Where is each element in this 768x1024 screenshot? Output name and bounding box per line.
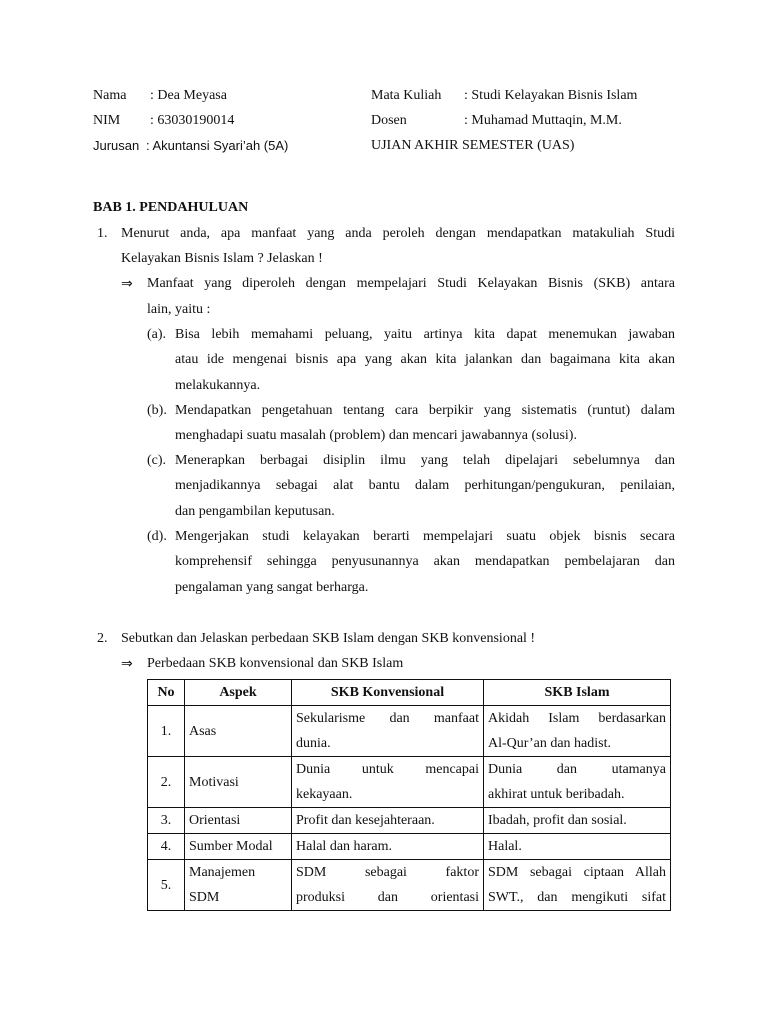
table-row — [148, 808, 671, 834]
q2-answer: Perbedaan SKB konvensional dan SKB Islam — [147, 656, 404, 671]
cell-line: Dunia dan utamanya — [488, 762, 666, 777]
q1-number: 1. — [97, 226, 108, 241]
cell-line: Al-Qur’an dan hadist. — [488, 736, 611, 751]
q2-text: Sebutkan dan Jelaskan perbedaan SKB Islam dengan SKB konvensional ! — [121, 631, 536, 646]
cell-no: 5. — [148, 860, 185, 911]
header-aspek: Aspek — [185, 680, 292, 706]
table-row — [148, 706, 671, 757]
cell-islam: Halal. — [484, 834, 671, 860]
item-d-line1: Mengerjakan studi kelayakan berarti mempelajari suatu objek bisnis secara — [175, 529, 675, 544]
item-b-line1: Mendapatkan pengetahuan tentang cara berpikir yang sistematis (runtut) dalam — [175, 403, 675, 418]
cell-no: 3. — [148, 808, 185, 834]
mata-kuliah-label: Mata Kuliah — [371, 88, 442, 103]
q1-answer-line2: lain, yaitu : — [147, 302, 211, 317]
cell-konvensional: Halal dan haram. — [292, 834, 484, 860]
item-c-line3: dan pengambilan keputusan. — [175, 504, 335, 519]
item-d-line2: komprehensif sehingga penyusunannya akan mendapatkan pembelajaran dan — [175, 554, 675, 569]
cell-no: 4. — [148, 834, 185, 860]
cell-no: 1. — [148, 706, 185, 757]
cell-no: 2. — [148, 757, 185, 808]
cell-line: kekayaan. — [296, 787, 353, 802]
table-header-row — [148, 680, 671, 706]
table-row — [148, 860, 671, 911]
cell-islam — [484, 706, 671, 757]
exam-title: UJIAN AKHIR SEMESTER (UAS) — [371, 138, 575, 153]
q1-text-line1: Menurut anda, apa manfaat yang anda peroleh dengan mendapatkan matakuliah Studi — [121, 226, 675, 241]
item-d-label: (d). — [147, 529, 167, 544]
q2-number: 2. — [97, 631, 108, 646]
cell-aspek: Motivasi — [185, 757, 292, 808]
header-skb-islam: SKB Islam — [484, 680, 671, 706]
cell-line: SDM sebagai ciptaan Allah — [488, 865, 666, 880]
item-c-line1: Menerapkan berbagai disiplin ilmu yang telah dipelajari sebelumnya dan — [175, 453, 675, 468]
cell-konvensional — [292, 706, 484, 757]
nim-label: NIM — [93, 113, 121, 128]
nama-label: Nama — [93, 88, 127, 103]
cell-line: SDM sebagai faktor — [296, 865, 479, 880]
cell-aspek: Manajemen SDM — [185, 860, 292, 911]
cell-line: dunia. — [296, 736, 331, 751]
item-c-line2: menjadikannya sebagai alat bantu dalam perhitungan/pengukuran, penilaian, — [175, 478, 675, 493]
item-a-label: (a). — [147, 327, 167, 342]
item-d-line3: pengalaman yang sangat berharga. — [175, 580, 369, 595]
cell-konvensional — [292, 757, 484, 808]
cell-konvensional: Profit dan kesejahteraan. — [292, 808, 484, 834]
cell-islam — [484, 860, 671, 911]
mata-kuliah-value: : Studi Kelayakan Bisnis Islam — [464, 88, 638, 103]
cell-aspek: Asas — [185, 706, 292, 757]
dosen-value: : Muhamad Muttaqin, M.M. — [464, 113, 622, 128]
item-a-line1: Bisa lebih memahami peluang, yaitu artinya kita dapat menemukan jawaban — [175, 327, 675, 342]
item-b-label: (b). — [147, 403, 167, 418]
cell-line: Dunia untuk mencapai — [296, 762, 479, 777]
nama-value: : Dea Meyasa — [150, 88, 227, 103]
q1-text-line2: Kelayakan Bisnis Islam ? Jelaskan ! — [121, 251, 323, 266]
cell-line: akhirat untuk beribadah. — [488, 787, 625, 802]
item-a-line2: atau ide mengenai bisnis apa yang akan kita jalankan dan bagaimana kita akan — [175, 352, 675, 367]
cell-islam — [484, 757, 671, 808]
item-b-line2: menghadapi suatu masalah (problem) dan mencari jawabannya (solusi). — [175, 428, 577, 443]
nim-value: : 63030190014 — [150, 113, 235, 128]
implies-arrow-icon: ⇒ — [121, 656, 133, 672]
cell-line: SWT., dan mengikuti sifat — [488, 890, 666, 905]
item-a-line3: melakukannya. — [175, 378, 261, 393]
table-row — [148, 757, 671, 808]
cell-line: produksi dan orientasi — [296, 890, 479, 905]
q1-answer-line1: Manfaat yang diperoleh dengan mempelajari Studi Kelayakan Bisnis (SKB) antara — [147, 276, 675, 291]
item-c-label: (c). — [147, 453, 167, 468]
dosen-label: Dosen — [371, 113, 407, 128]
implies-arrow-icon: ⇒ — [121, 276, 133, 292]
cell-aspek: Orientasi — [185, 808, 292, 834]
header-skb-konvensional: SKB Konvensional — [292, 680, 484, 706]
header-no: No — [148, 680, 185, 706]
table-row — [148, 834, 671, 860]
jurusan-label: Jurusan — [93, 138, 140, 153]
comparison-table — [147, 679, 671, 911]
chapter-title: BAB 1. PENDAHULUAN — [93, 200, 249, 215]
jurusan-value: : Akuntansi Syari’ah (5A) — [146, 138, 289, 153]
cell-konvensional — [292, 860, 484, 911]
cell-line: Akidah Islam berdasarkan — [488, 711, 666, 726]
cell-aspek: Sumber Modal — [185, 834, 292, 860]
cell-islam: Ibadah, profit dan sosial. — [484, 808, 671, 834]
cell-line: Sekularisme dan manfaat — [296, 711, 479, 726]
